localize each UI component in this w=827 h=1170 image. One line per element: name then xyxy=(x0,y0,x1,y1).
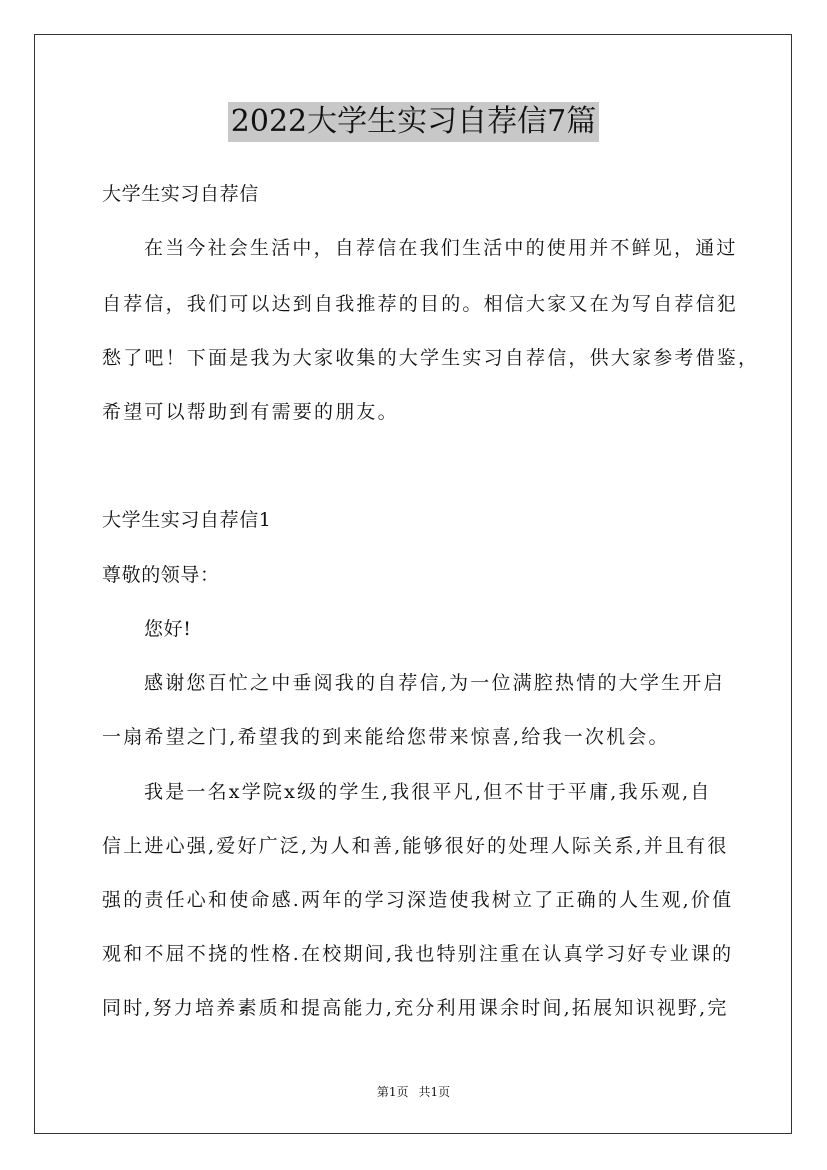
paragraph-line: 希望可以帮助到有需要的朋友。 xyxy=(102,401,399,423)
paragraph-line: 同时,努力培养素质和提高能力,充分利用课余时间,拓展知识视野,完 xyxy=(102,997,729,1019)
paragraph-line: 自荐信，我们可以达到自我推荐的目的。相信大家又在为写自荐信犯 xyxy=(102,293,739,315)
paragraph-line: 强的责任心和使命感.两年的学习深造使我树立了正确的人生观,价值 xyxy=(102,889,734,911)
page-footer xyxy=(0,1084,827,1100)
paragraph-line: 我是一名x学院x级的学生,我很平凡,但不甘于平庸,我乐观,自 xyxy=(144,781,712,803)
title-container xyxy=(0,102,827,142)
salutation: 尊敬的领导： xyxy=(102,564,220,586)
section-heading: 大学生实习自荐信 xyxy=(102,183,259,205)
section-heading: 大学生实习自荐信1 xyxy=(102,509,272,531)
page-number-current: 第1页 xyxy=(376,1085,409,1099)
paragraph-line: 一扇希望之门,希望我的到来能给您带来惊喜,给我一次机会。 xyxy=(102,726,670,748)
page-number-total: 共1页 xyxy=(418,1085,451,1099)
paragraph-line: 在当今社会生活中，自荐信在我们生活中的使用并不鲜见，通过 xyxy=(144,237,738,259)
paragraph-line: 观和不屈不挠的性格.在校期间,我也特别注重在认真学习好专业课的 xyxy=(102,943,734,965)
paragraph-line: 信上进心强,爱好广泛,为人和善,能够很好的处理人际关系,并且有很 xyxy=(102,835,729,857)
paragraph-line: 愁了吧！下面是我为大家收集的大学生实习自荐信，供大家参考借鉴， xyxy=(102,347,760,369)
document-title: 2022大学生实习自荐信7篇 xyxy=(228,102,599,142)
paragraph-line: 感谢您百忙之中垂阅我的自荐信,为一位满腔热情的大学生开启 xyxy=(144,672,725,694)
greeting: 您好! xyxy=(144,618,192,640)
